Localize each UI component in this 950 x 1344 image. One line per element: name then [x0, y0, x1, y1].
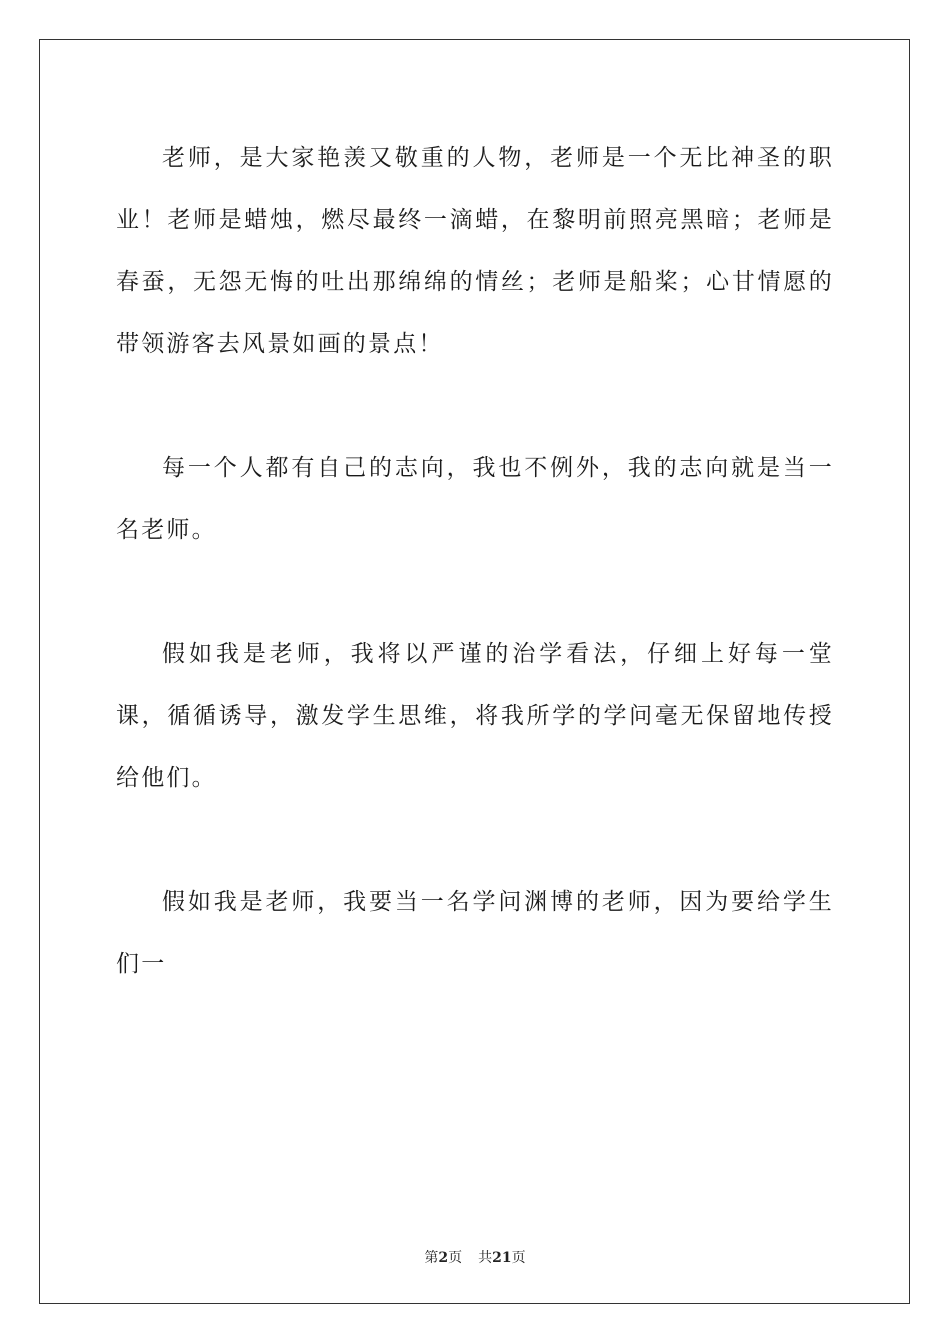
- total-pages-number: 21: [492, 1250, 512, 1266]
- paragraph-4: 假如我是老师，我要当一名学问渊博的老师，因为要给学生们一: [116, 889, 834, 977]
- paragraph-2: 每一个人都有自己的志向，我也不例外，我的志向就是当一名老师。: [116, 455, 834, 543]
- paragraph-3: 假如我是老师，我将以严谨的治学看法，仔细上好每一堂课，循循诱导，激发学生思维，将我所学的学问毫无保留地传授给他们。: [116, 641, 834, 791]
- document-body: [116, 127, 834, 1057]
- page-prefix: 第: [424, 1250, 439, 1266]
- page-footer: [0, 1247, 950, 1267]
- total-prefix: 共: [478, 1250, 493, 1266]
- paragraph-1: 老师，是大家艳羡又敬重的人物，老师是一个无比神圣的职业！老师是蜡烛，燃尽最终一滴蜡，在黎明前照亮黑暗；老师是春蚕，无怨无悔的吐出那绵绵的情丝；老师是船桨；心甘情愿的带领游客去风景如画的景点！: [116, 145, 834, 357]
- current-page-number: 2: [438, 1250, 449, 1266]
- total-suffix: 页: [511, 1250, 526, 1266]
- page-suffix: 页: [448, 1250, 463, 1266]
